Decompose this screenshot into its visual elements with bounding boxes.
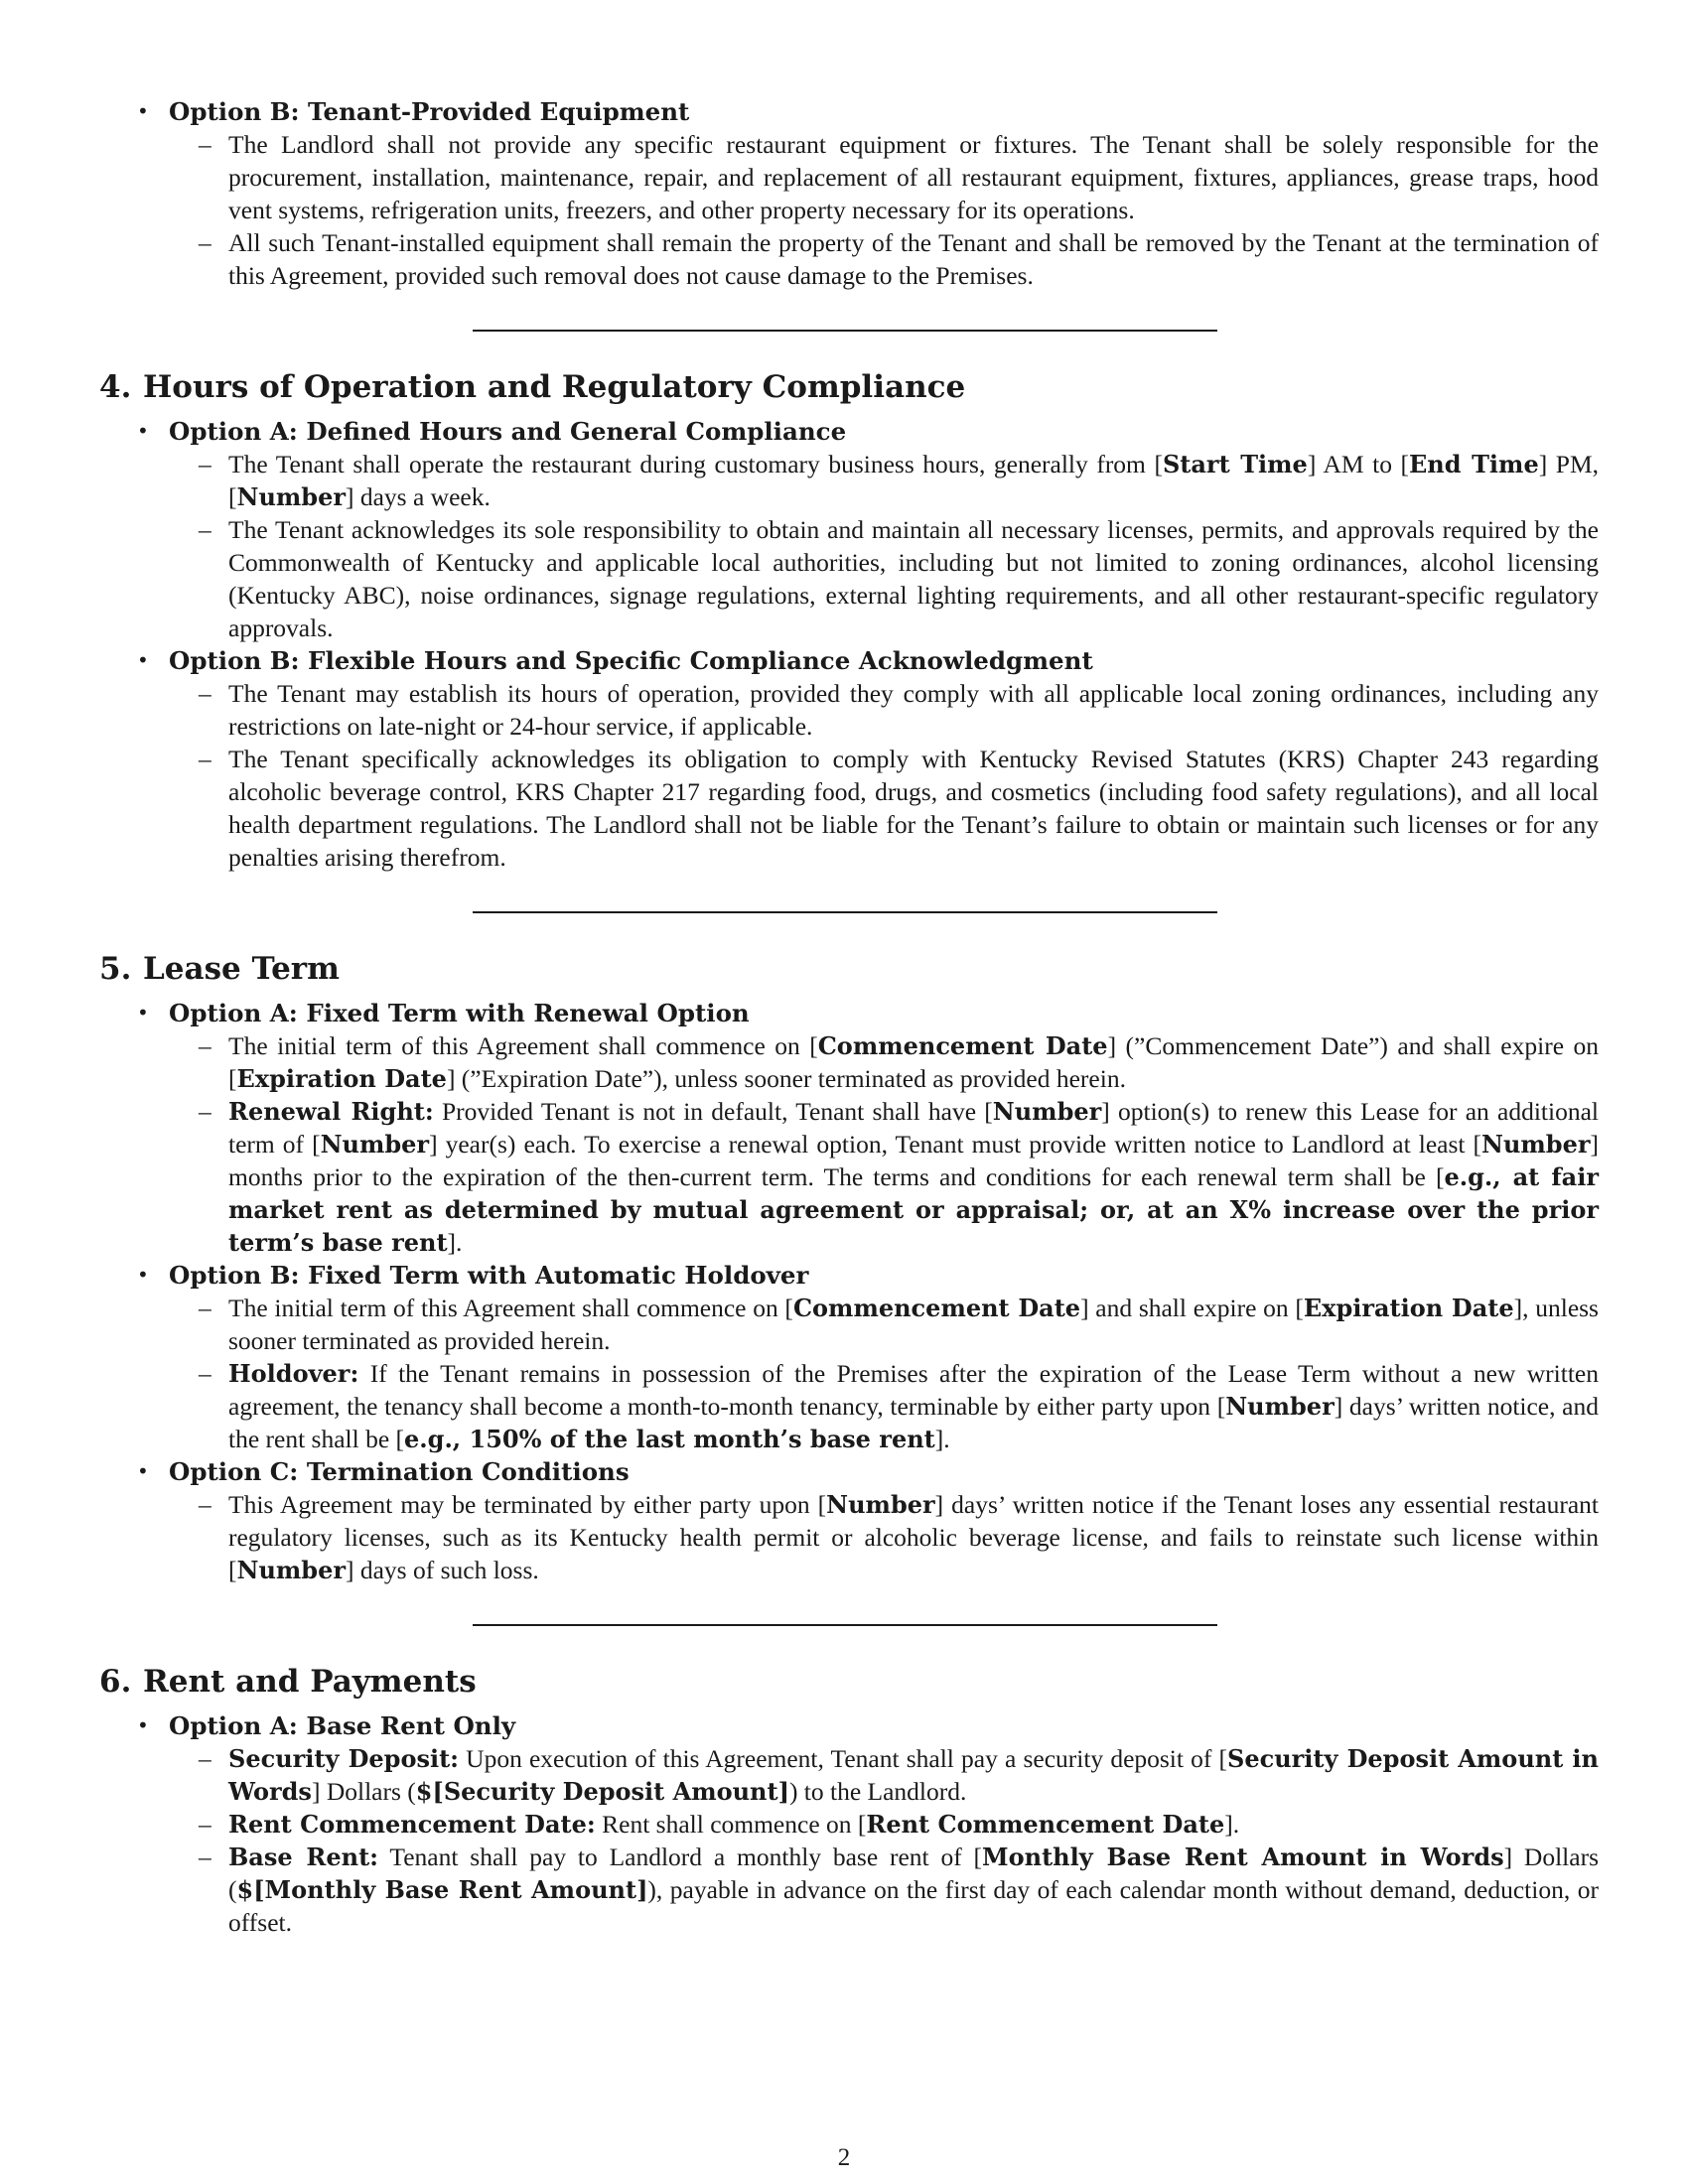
section-divider [473, 1624, 1217, 1626]
clause-text: ] days a week. [345, 482, 491, 511]
clause-text: ] (”Expiration Date”), unless sooner terminated as provided herein. [446, 1064, 1126, 1093]
clause-item [169, 1742, 1599, 1808]
clause-text: ] AM to [ [1307, 450, 1410, 478]
clause-text: ] option(s) to renew this Lease for an additional term of [ [228, 1097, 1600, 1159]
section-divider [473, 911, 1217, 913]
section-5 [99, 949, 1600, 1586]
section-3-options [99, 95, 1599, 292]
option-label: Option B: Tenant-Provided Equipment [169, 97, 690, 126]
section-title: Rent and Payments [143, 1664, 477, 1700]
placeholder-field: Number [320, 1130, 430, 1159]
clause-text: The Landlord shall not provide any specific restaurant equipment or fixtures. The Tenant shall be solely responsible for the procurement, installation, maintenance, repair, and replacement of all restaurant equipment, fixtures, appliances, grease traps, hood vent systems, refrigeration units, freezers, and other property necessary for its operations. [228, 130, 1599, 224]
section-heading [99, 1662, 1589, 1702]
clause-item [169, 128, 1599, 226]
clause-text: ] and shall expire on [ [1080, 1294, 1304, 1322]
placeholder-field: Monthly Base Rent Amount in Words [982, 1843, 1504, 1871]
clause-item [169, 226, 1599, 292]
clause-text: Provided Tenant is not in default, Tenant shall have [ [433, 1097, 993, 1126]
section-3-continued [99, 95, 1599, 292]
option-items [169, 1488, 1599, 1586]
option-items [169, 448, 1599, 644]
placeholder-field: $[Monthly Base Rent Amount] [236, 1875, 648, 1904]
clause-text: ] (”Commencement Date”) and shall expire on [ [228, 1031, 1599, 1093]
clause-text: ] days’ written notice, and the rent shall be [ [228, 1392, 1599, 1453]
clause-text: All such Tenant-installed equipment shall remain the property of the Tenant and shall be removed by the Tenant at the termination of this Agreement, provided such removal does not cause damage to the Premises. [228, 228, 1599, 290]
clause-text: The initial term of this Agreement shall commence on [ [228, 1031, 818, 1060]
option-items [169, 677, 1599, 874]
section-5-options [99, 997, 1600, 1586]
section-title: Lease Term [143, 951, 340, 987]
option-items [169, 128, 1599, 292]
clause-text: ] Dollars ( [311, 1777, 416, 1806]
clause-text: ] year(s) each. To exercise a renewal option, Tenant must provide written notice to Landlord at least [ [429, 1130, 1482, 1159]
option-label: Option C: Termination Conditions [169, 1457, 630, 1486]
option-b-automatic-holdover [99, 1259, 1599, 1455]
placeholder-field: Security Deposit Amount in Words [228, 1744, 1599, 1806]
placeholder-field: Expiration Date [236, 1064, 447, 1093]
clause-text: The Tenant may establish its hours of operation, provided they comply with all applicable local zoning ordinances, including any restrictions on late-night or 24-hour service, if applicable. [228, 679, 1599, 741]
clause-text: The Tenant specifically acknowledges its obligation to comply with Kentucky Revised Statutes (KRS) Chapter 243 regarding alcoholic beverage control, KRS Chapter 217 regarding food, drugs, and cosmetics (including food safety regulations), and all local health department regulations. The Landlord shall not be liable for the Tenant’s failure to obtain or maintain such licenses or for any penalties arising therefrom. [228, 745, 1599, 872]
clause-text: ] days of such loss. [345, 1556, 539, 1584]
placeholder-field: e.g., at fair market rent as determined by mutual agreement or appraisal; or, at an X% increase over the prior term’s base rent [228, 1162, 1599, 1257]
clause-lead: Renewal Right: [228, 1097, 434, 1126]
option-label: Option A: Defined Hours and General Compliance [169, 417, 847, 446]
clause-text: ]. [934, 1425, 950, 1453]
clause-text: Tenant shall pay to Landlord a monthly base rent of [ [378, 1843, 983, 1871]
section-heading [99, 367, 1589, 407]
placeholder-field: Number [1225, 1392, 1335, 1421]
clause-text: ] months prior to the expiration of the then-current term. The terms and conditions for each renewal term shall be [ [228, 1130, 1599, 1191]
section-4-options [99, 415, 1599, 874]
clause-lead: Base Rent: [228, 1843, 379, 1871]
clause-text: The initial term of this Agreement shall commence on [ [228, 1294, 793, 1322]
clause-text: ]. [447, 1228, 463, 1257]
section-heading [99, 949, 1589, 989]
clause-item [169, 1292, 1599, 1357]
document-page [99, 95, 1600, 1939]
clause-item [169, 1488, 1599, 1586]
option-items [169, 1742, 1600, 1939]
section-6-options [99, 1709, 1600, 1939]
clause-item [169, 448, 1599, 513]
clause-item [169, 1095, 1599, 1259]
clause-text: ] days’ written notice if the Tenant loses any essential restaurant regulatory licenses, such as its Kentucky health permit or alcoholic beverage license, and fails to reinstate such license within [ [228, 1490, 1599, 1584]
clause-lead: Holdover: [228, 1359, 359, 1388]
section-number: 6. [99, 1664, 132, 1700]
option-items [169, 1029, 1600, 1259]
clause-text: This Agreement may be terminated by either party upon [ [228, 1490, 827, 1519]
placeholder-field: Expiration Date [1303, 1294, 1514, 1322]
clause-text: The Tenant acknowledges its sole responsibility to obtain and maintain all necessary licenses, permits, and approvals required by the Commonwealth of Kentucky and applicable local authorities, including but not limited to zoning ordinances, alcohol licensing (Kentucky ABC), noise ordinances, signage regulations, external lighting requirements, and all other restaurant-specific regulatory approvals. [228, 515, 1599, 642]
section-4 [99, 367, 1599, 874]
clause-item [169, 513, 1599, 644]
clause-text: ) to the Landlord. [788, 1777, 967, 1806]
placeholder-field: e.g., 150% of the last month’s base rent [404, 1425, 935, 1453]
placeholder-field: End Time [1409, 450, 1539, 478]
page-number: 2 [837, 2144, 851, 2171]
option-label: Option A: Base Rent Only [169, 1711, 516, 1740]
option-a-fixed-term-renewal [99, 997, 1600, 1259]
placeholder-field: Rent Commencement Date [866, 1810, 1225, 1839]
placeholder-field: Number [1481, 1130, 1591, 1159]
option-items [169, 1292, 1599, 1455]
clause-item [169, 1357, 1599, 1455]
placeholder-field: Number [826, 1490, 935, 1519]
clause-item [169, 743, 1599, 874]
section-divider [473, 330, 1217, 332]
option-label: Option B: Fixed Term with Automatic Holdover [169, 1261, 809, 1290]
placeholder-field: Number [236, 1556, 346, 1584]
placeholder-field: Start Time [1162, 450, 1308, 478]
clause-item [169, 1029, 1599, 1095]
placeholder-field: Commencement Date [817, 1031, 1108, 1060]
clause-text: If the Tenant remains in possession of the Premises after the expiration of the Lease Term without a new written agreement, the tenancy shall become a month-to-month tenancy, terminable by either party upon [ [228, 1359, 1599, 1421]
option-label: Option A: Fixed Term with Renewal Option [169, 999, 750, 1027]
clause-text: ] Dollars ( [228, 1843, 1600, 1904]
section-6 [99, 1662, 1600, 1939]
clause-text: ] PM, [ [228, 450, 1599, 511]
placeholder-field: Number [236, 482, 346, 511]
clause-lead: Security Deposit: [228, 1744, 460, 1773]
option-label: Option B: Flexible Hours and Specific Compliance Acknowledgment [169, 646, 1093, 675]
clause-text: Upon execution of this Agreement, Tenant shall pay a security deposit of [ [459, 1744, 1227, 1773]
placeholder-field: Commencement Date [792, 1294, 1081, 1322]
placeholder-field: Number [992, 1097, 1102, 1126]
clause-item [169, 1841, 1599, 1939]
clause-lead: Rent Commencement Date: [228, 1810, 596, 1839]
section-number: 5. [99, 951, 132, 987]
clause-item [169, 677, 1599, 743]
option-a-defined-hours [99, 415, 1599, 644]
option-b-flexible-hours [99, 644, 1599, 874]
section-title: Hours of Operation and Regulatory Compliance [143, 369, 966, 405]
option-a-base-rent-only [99, 1709, 1600, 1939]
clause-text: The Tenant shall operate the restaurant during customary business hours, generally from [ [228, 450, 1163, 478]
section-number: 4. [99, 369, 132, 405]
clause-text: ), payable in advance on the first day of each calendar month without demand, deduction, or offset. [228, 1875, 1599, 1937]
clause-text: ], unless sooner terminated as provided herein. [228, 1294, 1599, 1355]
option-b-tenant-provided-equipment [99, 95, 1599, 292]
placeholder-field: $[Security Deposit Amount] [415, 1777, 789, 1806]
option-c-termination-conditions [99, 1455, 1599, 1586]
clause-item [169, 1808, 1599, 1841]
clause-text: ]. [1224, 1810, 1240, 1839]
clause-text: Rent shall commence on [ [595, 1810, 867, 1839]
